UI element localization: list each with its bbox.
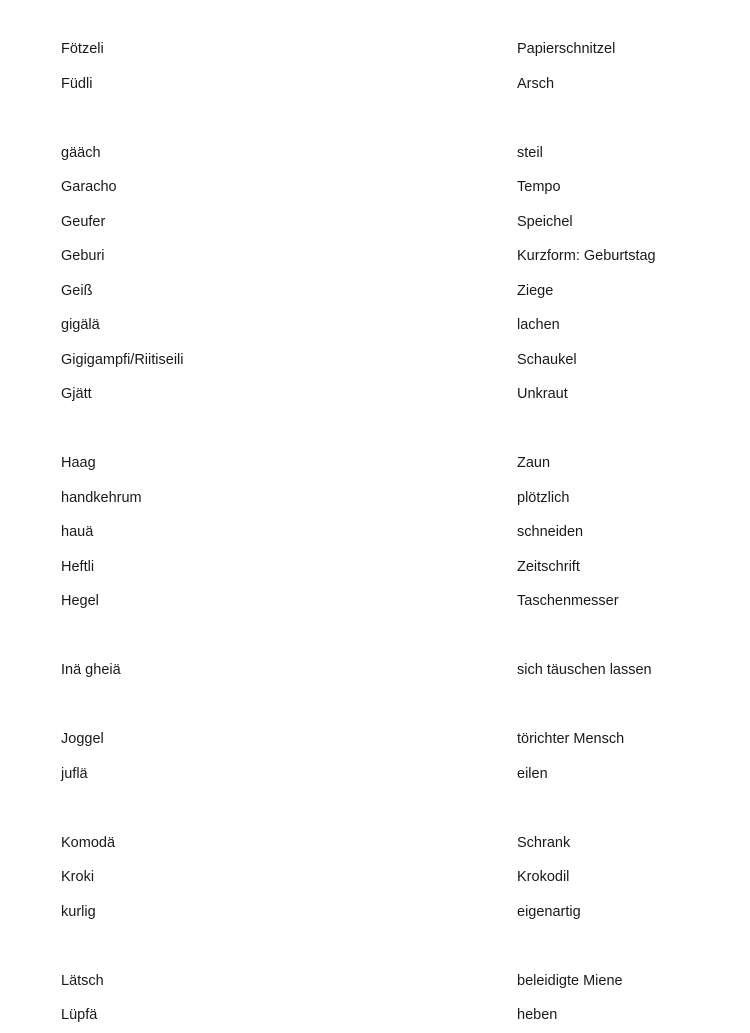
glossary-row: [61, 274, 720, 309]
group-separator: [61, 929, 720, 964]
dialect-term: Joggel: [61, 731, 104, 748]
glossary-row: [61, 550, 720, 585]
dialect-term: gääch: [61, 144, 101, 161]
dialect-term: Füdli: [61, 75, 93, 92]
dialect-term: gigälä: [61, 317, 100, 334]
glossary-row: [61, 757, 720, 792]
dialect-term: juflä: [61, 765, 88, 782]
group-separator: [61, 101, 720, 136]
term-definition: sich täuschen lassen: [517, 662, 652, 679]
glossary-row: [61, 964, 720, 999]
term-definition: Ziege: [517, 282, 554, 299]
term-definition: törichter Mensch: [517, 731, 625, 748]
glossary-row: [61, 239, 720, 274]
group-separator: [61, 412, 720, 447]
glossary-row: [61, 860, 720, 895]
group-separator: [61, 619, 720, 654]
glossary-row: [61, 67, 720, 102]
term-definition: Zeitschrift: [517, 558, 580, 575]
dialect-term: Geburi: [61, 248, 105, 265]
term-definition: lachen: [517, 317, 560, 334]
dialect-term: Garacho: [61, 179, 117, 196]
glossary-row: [61, 343, 720, 378]
dialect-term: Haag: [61, 455, 96, 472]
dialect-term: Kroki: [61, 869, 95, 886]
glossary-row: [61, 32, 720, 67]
glossary-row: [61, 998, 720, 1033]
glossary-row: [61, 584, 720, 619]
glossary-row: [61, 446, 720, 481]
dialect-term: handkehrum: [61, 489, 142, 506]
term-definition: Krokodil: [517, 869, 570, 886]
dialect-term: Gjätt: [61, 386, 92, 403]
dialect-term: Hegel: [61, 593, 99, 610]
glossary-row: [61, 136, 720, 171]
glossary-row: [61, 722, 720, 757]
term-definition: Papierschnitzel: [517, 41, 616, 58]
glossary-list: [61, 32, 720, 1033]
glossary-row: [61, 205, 720, 240]
term-definition: steil: [517, 144, 543, 161]
term-definition: Speichel: [517, 213, 573, 230]
term-definition: Arsch: [517, 75, 555, 92]
glossary-row: [61, 481, 720, 516]
term-definition: beleidigte Miene: [517, 972, 623, 989]
dialect-term: Lüpfä: [61, 1007, 98, 1024]
dialect-term: Gigigampfi/Riitiseili: [61, 351, 184, 368]
term-definition: Tempo: [517, 179, 561, 196]
dialect-term: Komodä: [61, 834, 116, 851]
dialect-term: Geiß: [61, 282, 93, 299]
term-definition: Zaun: [517, 455, 551, 472]
dialect-term: kurlig: [61, 903, 96, 920]
dialect-term: Heftli: [61, 558, 95, 575]
term-definition: eigenartig: [517, 903, 581, 920]
glossary-row: [61, 170, 720, 205]
dialect-term: Inä gheiä: [61, 662, 121, 679]
term-definition: Kurzform: Geburtstag: [517, 248, 656, 265]
term-definition: Schaukel: [517, 351, 577, 368]
term-definition: eilen: [517, 765, 548, 782]
term-definition: plötzlich: [517, 489, 570, 506]
glossary-row: [61, 377, 720, 412]
dialect-term: Lätsch: [61, 972, 104, 989]
glossary-row: [61, 515, 720, 550]
term-definition: Schrank: [517, 834, 571, 851]
glossary-row: [61, 895, 720, 930]
group-separator: [61, 688, 720, 723]
glossary-row: [61, 826, 720, 861]
term-definition: schneiden: [517, 524, 584, 541]
dialect-term: Geufer: [61, 213, 106, 230]
dialect-term: hauä: [61, 524, 94, 541]
dialect-term: Fötzeli: [61, 41, 104, 58]
term-definition: Taschenmesser: [517, 593, 619, 610]
glossary-row: [61, 308, 720, 343]
group-separator: [61, 791, 720, 826]
term-definition: Unkraut: [517, 386, 568, 403]
glossary-row: [61, 653, 720, 688]
term-definition: heben: [517, 1007, 558, 1024]
